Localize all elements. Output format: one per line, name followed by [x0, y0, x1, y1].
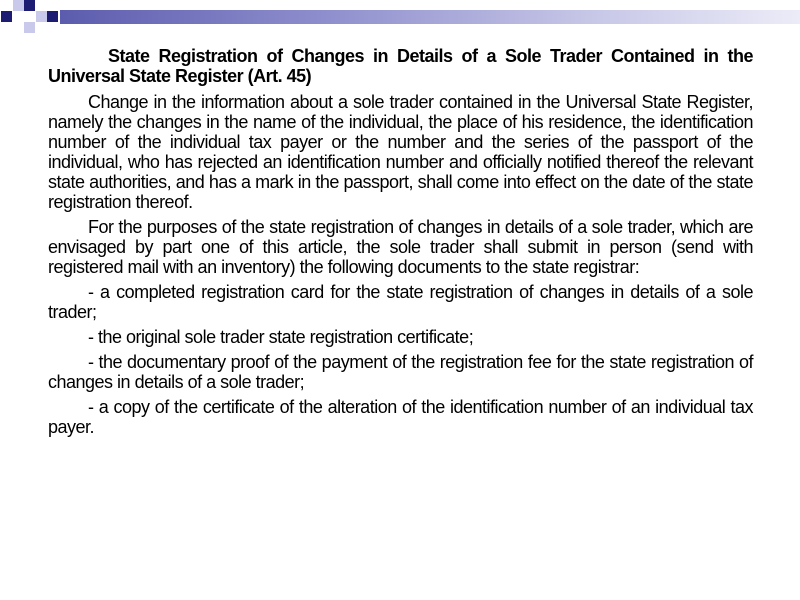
list-item: - the documentary proof of the payment of the registration fee for the state registration of changes in details of a sole trader;	[48, 352, 753, 392]
slide-body	[48, 46, 753, 442]
corner-squares-decoration	[0, 0, 60, 40]
slide-title: State Registration of Changes in Details of a Sole Trader Contained in the Universal State Register (Art. 45)	[48, 46, 753, 86]
list-item: - the original sole trader state registration certificate;	[88, 327, 474, 347]
list-item: - a copy of the certificate of the alteration of the identification number of an individual tax payer.	[48, 397, 753, 437]
decoration-square	[24, 0, 35, 11]
decoration-square	[1, 11, 12, 22]
decoration-square	[13, 0, 24, 11]
body-paragraph: For the purposes of the state registration of changes in details of a sole trader, which are envisaged by part one of this article, the sole trader shall submit in person (send with registered mail with an inventory) the following documents to the state registrar:	[48, 217, 753, 277]
list-item: - a completed registration card for the state registration of changes in details of a sole trader;	[48, 282, 753, 322]
body-paragraph: Change in the information about a sole trader contained in the Universal State Register, namely the changes in the name of the individual, the place of his residence, the identification number of the individual tax payer or the number and the series of the passport of the individual, who has rejected an identification number and officially notified thereof the relevant state authorities, and has a mark in the passport, shall come into effect on the date of the state registration thereof.	[48, 92, 753, 212]
top-gradient-band	[60, 10, 800, 24]
decoration-square	[24, 22, 35, 33]
decoration-square	[47, 11, 58, 22]
decoration-square	[36, 11, 47, 22]
